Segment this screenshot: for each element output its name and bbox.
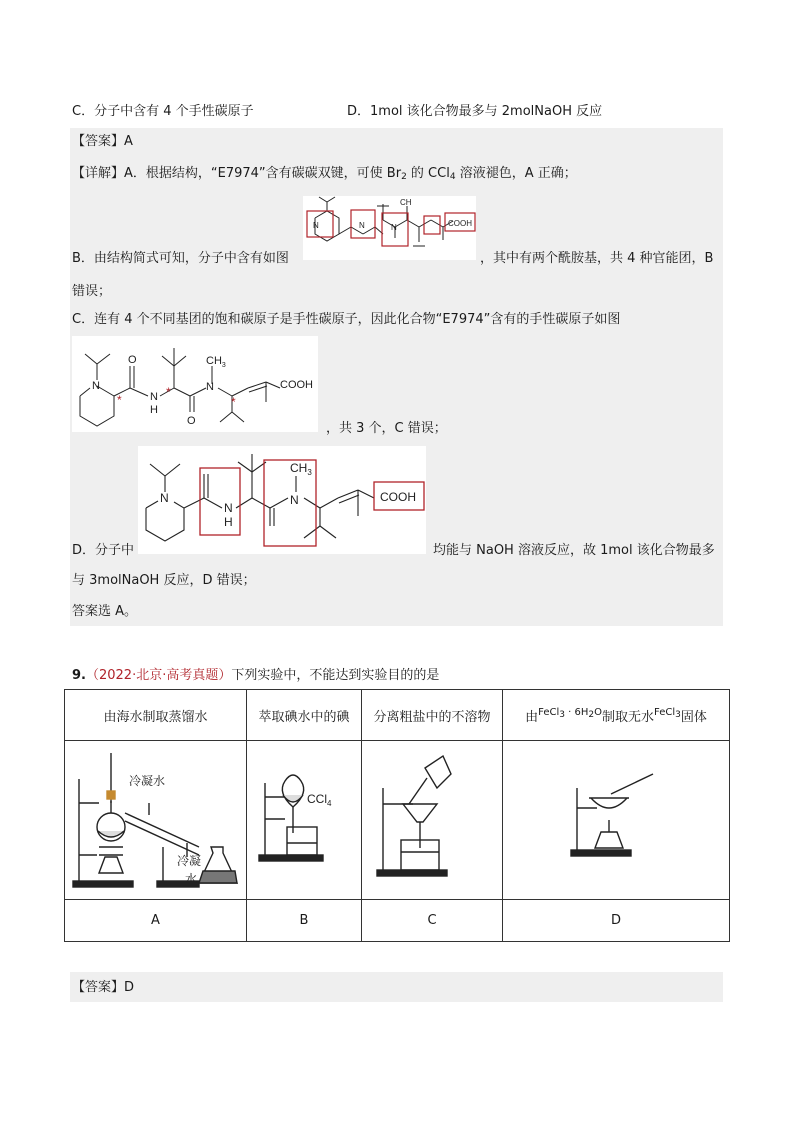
- label-b: B: [247, 900, 362, 942]
- header-c: 分离粗盐中的不溶物: [362, 690, 503, 741]
- apparatus-extraction: [247, 741, 362, 900]
- svg-text:N: N: [150, 391, 158, 403]
- label-d: D: [503, 900, 730, 942]
- svg-text:水: 水: [184, 872, 197, 886]
- apparatus-filtration: [362, 741, 503, 900]
- header-b: 萃取碘水中的碘: [247, 690, 362, 741]
- detail-c-post: ，共 3 个，C 错误；: [326, 421, 447, 436]
- detail-a: 【详解】A．根据结构，“E7974”含有碳碳双键，可使 $Br_2$ 的 CCl$_4$ 溶液褪色，A 正确；: [72, 166, 577, 182]
- label-a: A: [65, 900, 247, 942]
- detail-b-cont: 错误；: [72, 284, 112, 299]
- svg-text:冷凝: 冷凝: [176, 854, 201, 868]
- question-9-title: 9.（2022·北京·高考真题）下列实验中，不能达到实验目的的是: [72, 668, 440, 683]
- svg-text:N: N: [224, 501, 233, 515]
- answer2-block: [70, 972, 723, 1002]
- svg-text:N: N: [359, 221, 365, 230]
- svg-text:H: H: [150, 404, 158, 416]
- svg-text:冷凝水: 冷凝水: [128, 774, 165, 788]
- svg-text:COOH: COOH: [380, 490, 416, 504]
- svg-text:N: N: [290, 493, 299, 507]
- detail-b-post: ，其中有两个酰胺基，共 4 种官能团，B: [480, 251, 714, 266]
- svg-text:CH3: $CH_3$: [206, 355, 226, 369]
- svg-text:CCl4: CCl$_4$: [307, 792, 332, 808]
- structure-functional-groups-small: [303, 196, 476, 260]
- svg-text:O: O: [187, 415, 196, 427]
- detail-c: C．连有 4 个不同基团的饱和碳原子是手性碳原子，因此化合物“E7974”含有的手性碳原子如图: [72, 312, 621, 327]
- experiment-table: [64, 689, 730, 942]
- answer-label: 【答案】A: [72, 134, 133, 149]
- option-d: D．1mol 该化合物最多与 2molNaOH 反应: [347, 104, 603, 119]
- svg-text:CH: CH: [400, 198, 412, 207]
- svg-text:N: N: [92, 380, 100, 392]
- detail-d-post: 均能与 NaOH 溶液反应，故 1mol 该化合物最多: [433, 543, 715, 558]
- final-answer: 答案选 A。: [72, 604, 138, 619]
- svg-text:H: H: [224, 515, 233, 529]
- svg-text:O: O: [128, 354, 137, 366]
- structure-chiral-carbons: [72, 336, 318, 432]
- svg-text:N: N: [206, 381, 214, 393]
- option-c: C．分子中含有 4 个手性碳原子: [72, 104, 254, 119]
- apparatus-evaporation: [503, 741, 730, 900]
- detail-d-pre: D．分子中: [72, 543, 135, 558]
- structure-naoh-groups: [138, 446, 426, 554]
- answer2-label: 【答案】D: [72, 980, 135, 995]
- svg-text:N: N: [391, 223, 397, 232]
- svg-text:*: *: [166, 385, 171, 399]
- svg-text:CH3: $CH_3$: [290, 461, 312, 477]
- detail-d-cont: 与 3molNaOH 反应，D 错误；: [72, 573, 256, 588]
- apparatus-distillation: [65, 741, 247, 900]
- svg-text:*: *: [117, 393, 122, 407]
- svg-text:COOH: COOH: [448, 219, 472, 228]
- label-c: C: [362, 900, 503, 942]
- svg-text:*: *: [231, 395, 236, 409]
- svg-text:COOH: COOH: [280, 379, 313, 391]
- header-d: 由$^{FeCl_3 \cdot 6H_2O}$制取无水$^{FeCl_3}$固体: [503, 690, 730, 741]
- detail-b-pre: B．由结构简式可知，分子中含有如图: [72, 251, 289, 266]
- header-a: 由海水制取蒸馏水: [65, 690, 247, 741]
- svg-text:N: N: [160, 491, 169, 505]
- svg-text:N: N: [313, 221, 319, 230]
